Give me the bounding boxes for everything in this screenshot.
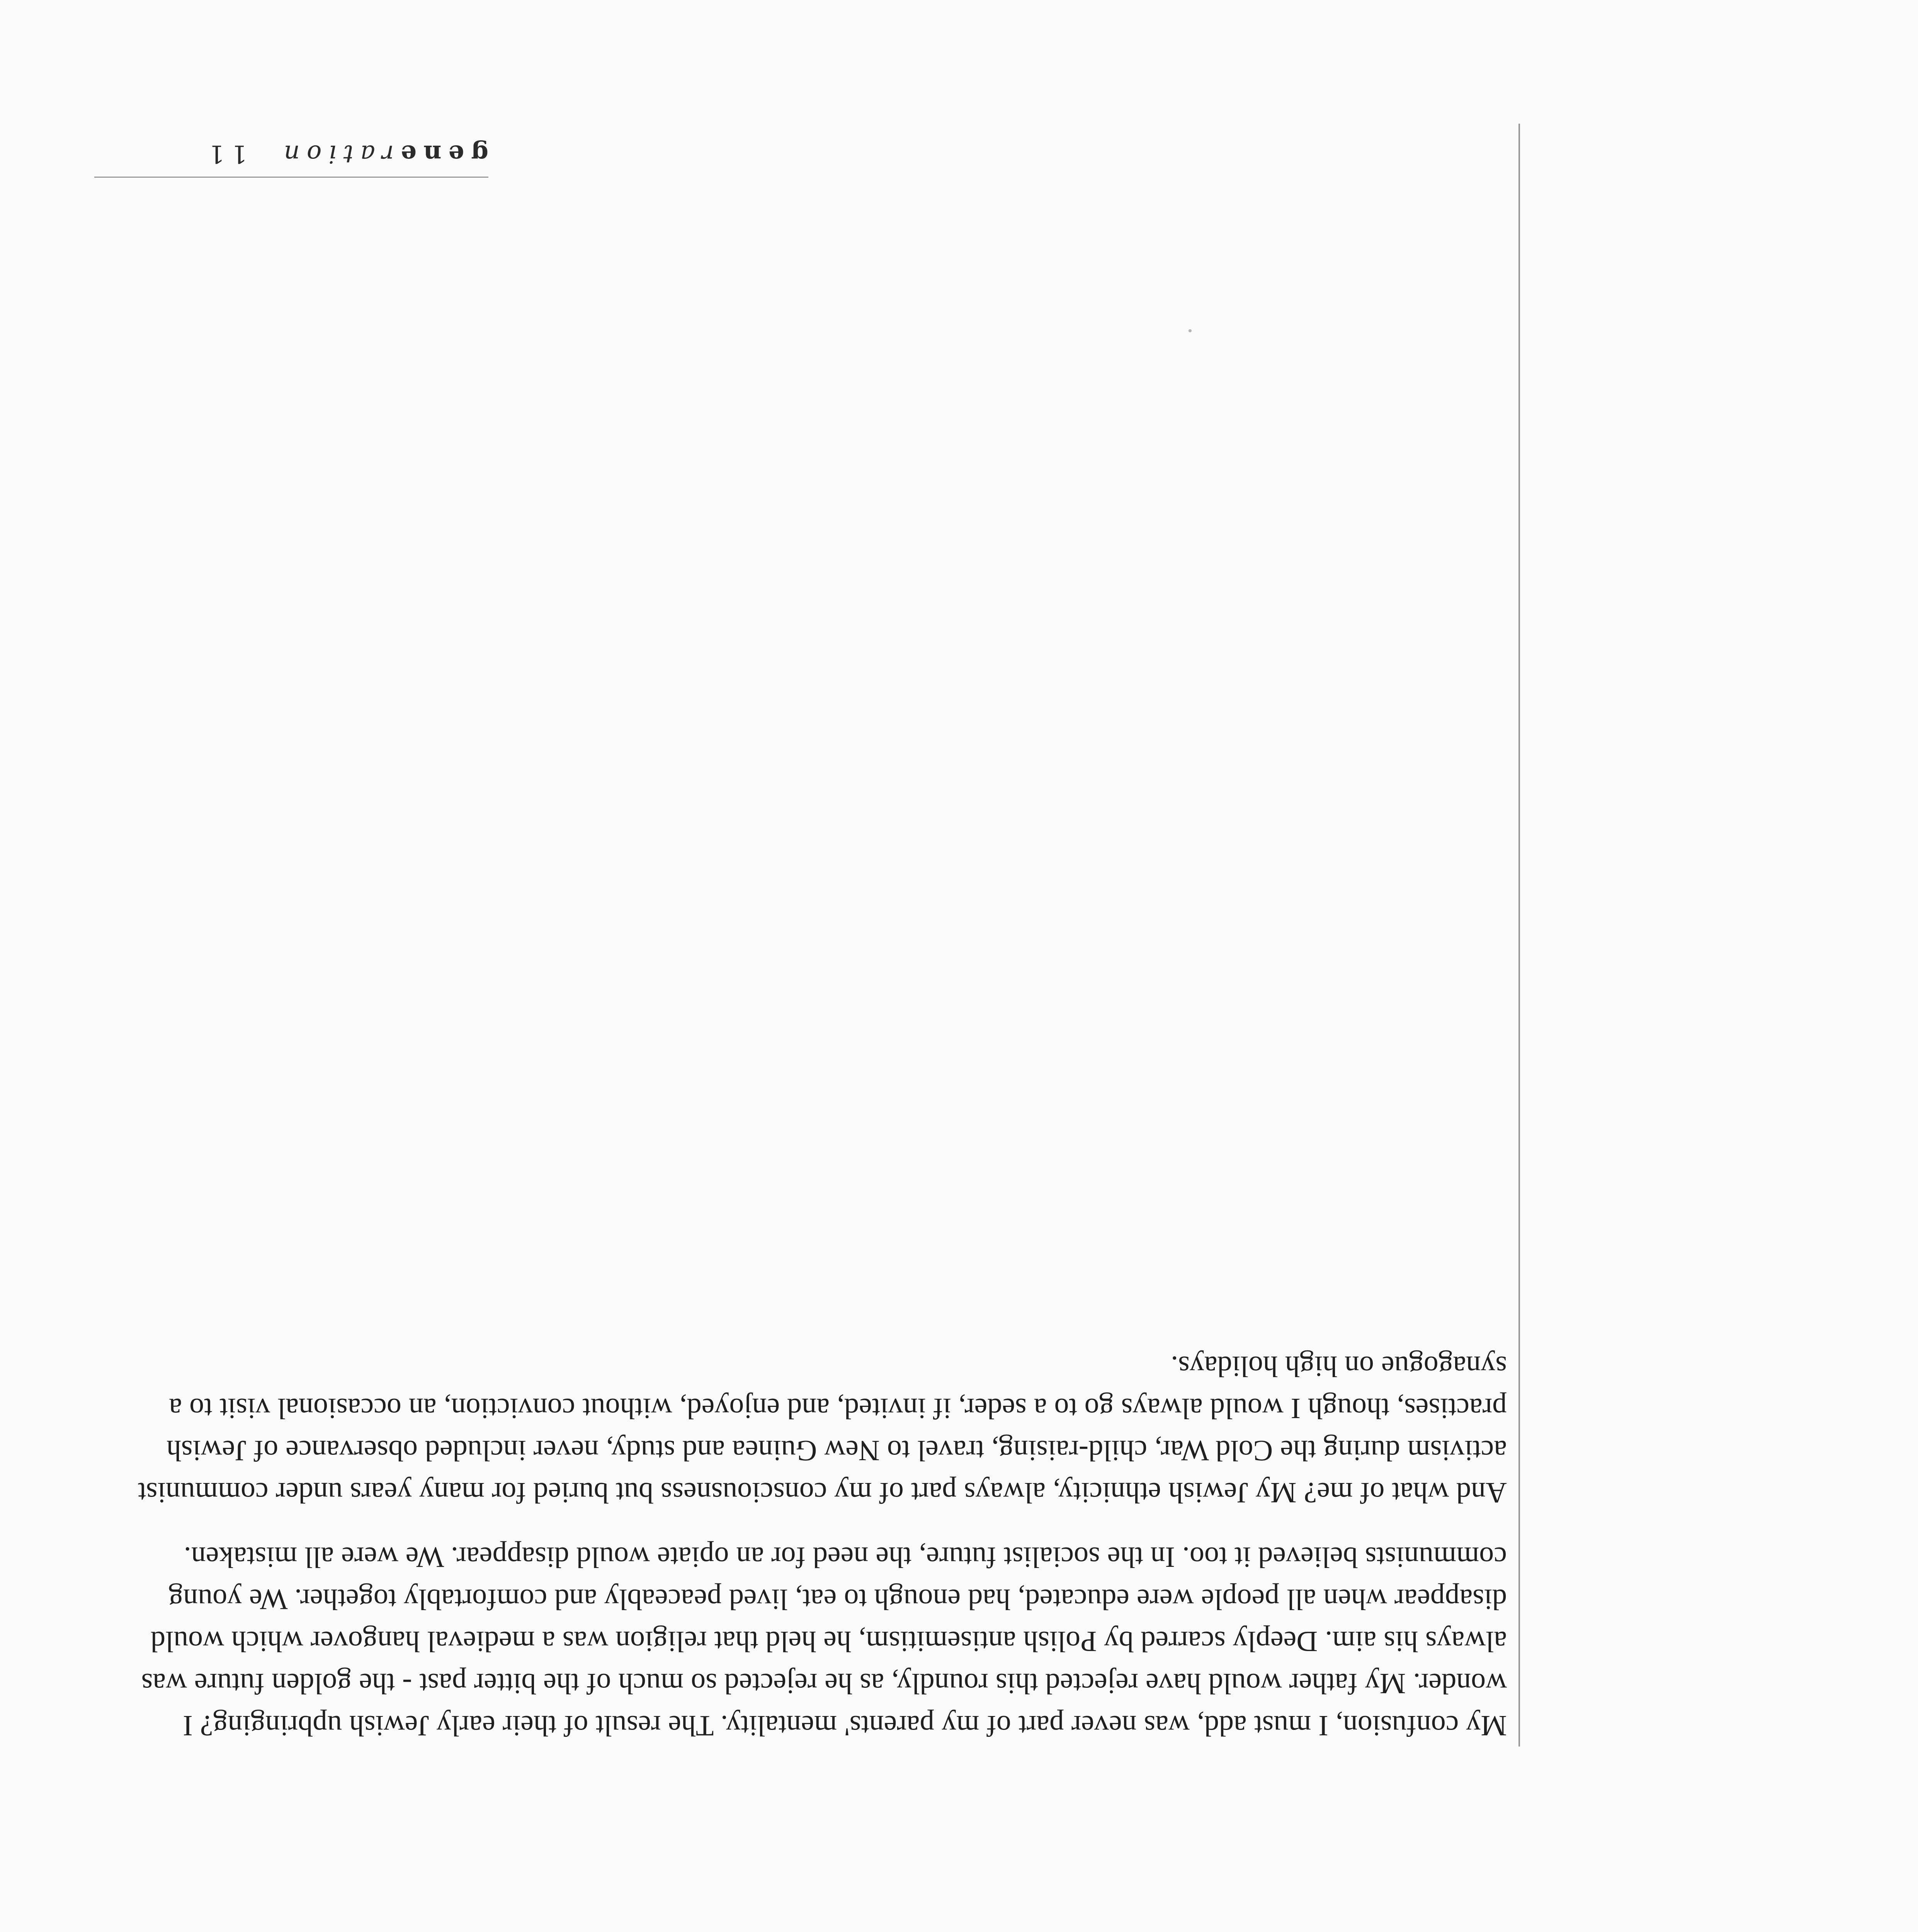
scan-speck (1189, 329, 1192, 332)
paragraph-confusion: My confusion, I must add, was never part of my parents' mentality. The result of their early Jewish upbringing? I wonder. My father would have rejected this roundly, as he rejected so much of the bitter past - the golden future was always his aim. Deeply scarred by Polish antisemitism, he held that religion was a medieval hangover which would disappear when all people were educated, had enough to eat, lived peaceably and comfortably together. We young communists believed it too. In the socialist future, the need for an opiate would disappear. We were all mistaken. (141, 1541, 1507, 1742)
running-title-strong: gene (394, 139, 488, 168)
running-title (202, 139, 488, 168)
paragraph-what-of-me: And what of me? My Jewish ethnicity, always part of my consciousness but buried for many years under communist activism during the Cold War, child-raising, travel to New Guinea and study, never included observance of Jewish practises, though I would always go to a seder, if invited, and enjoyed, without conviction, an occasional visit to a synagogue on high holidays. (138, 1350, 1507, 1509)
page-number: 11 (202, 139, 247, 168)
running-title-rest: ration (277, 139, 394, 168)
body-text (129, 124, 1520, 1747)
footer-divider (94, 177, 488, 178)
page-footer (102, 131, 488, 178)
